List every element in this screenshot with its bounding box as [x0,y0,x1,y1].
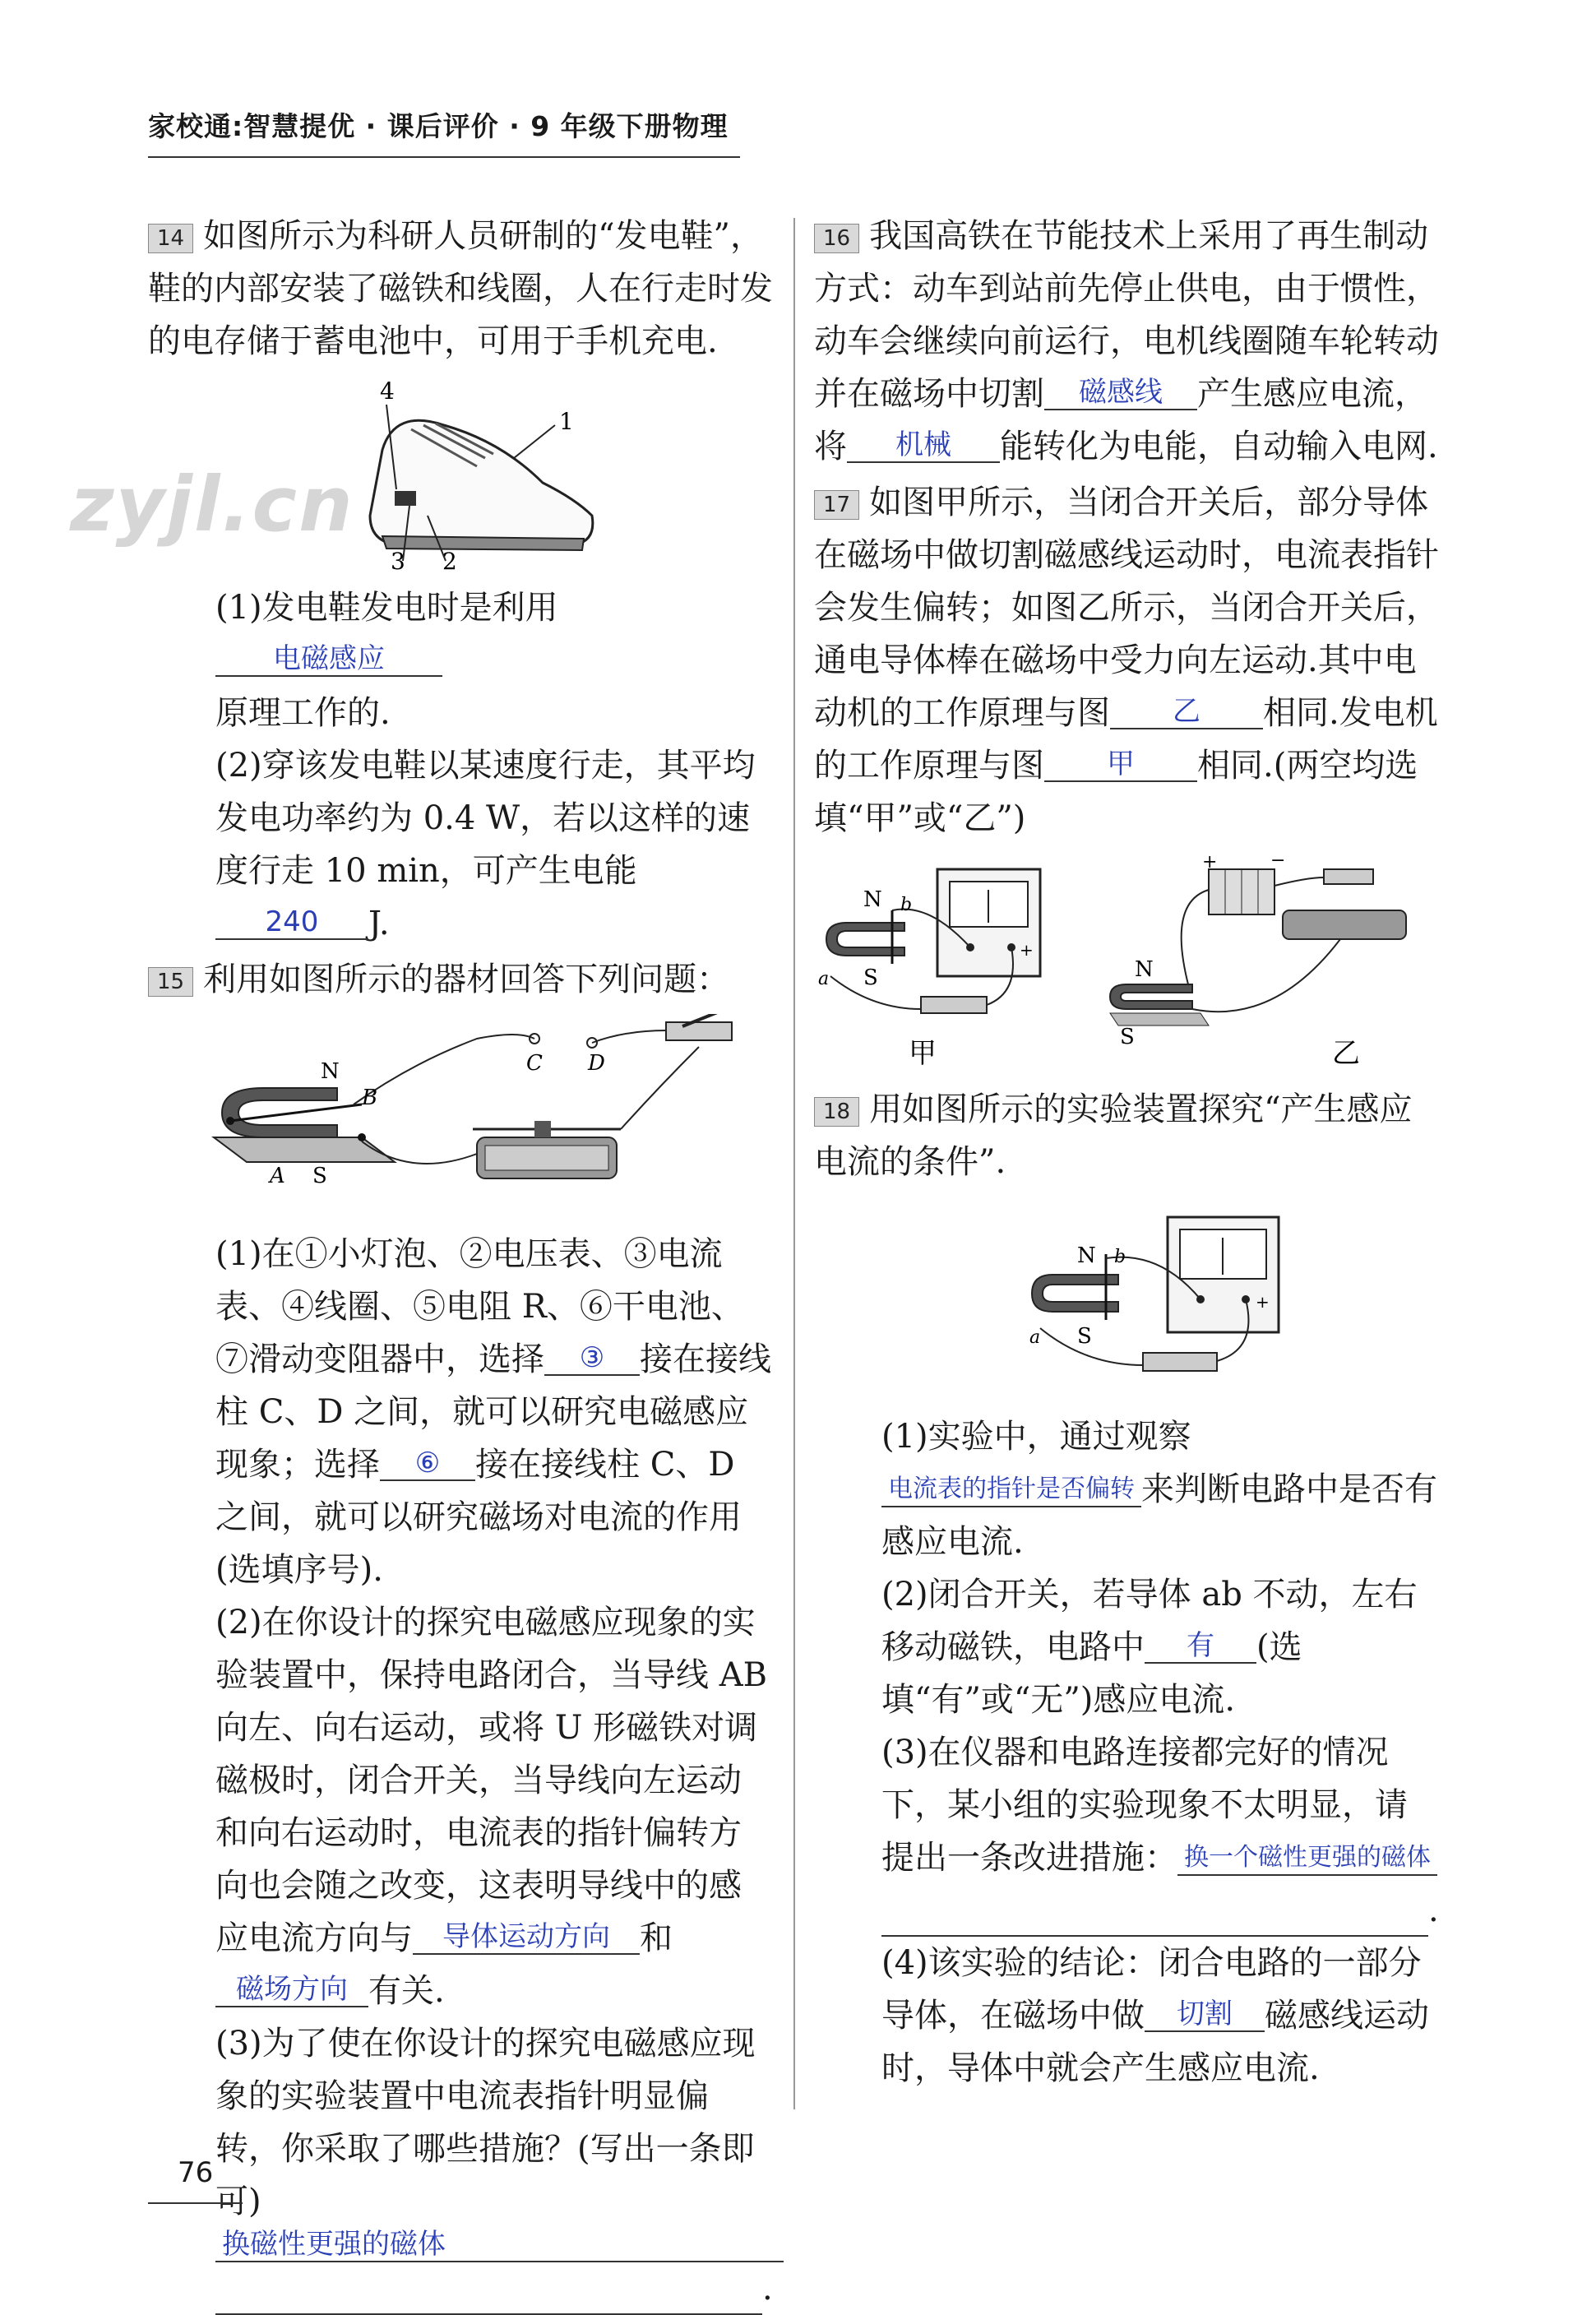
q15-p2-end: 有关. [368,1972,445,2010]
q14-p1-text: (1)发电鞋发电时是利用 [215,589,558,627]
q15-answer-4: 磁场方向 [215,1973,368,2007]
yi-label-S: S [1120,1025,1135,1049]
q18-p3-text: (3)在仪器和电路连接都完好的情况下，某小组的实验现象不太明显，请提出一条改进措施： [881,1734,1408,1877]
q17-diagram [814,853,1439,1075]
q18-p4-end: 磁感线运动时，导体中就会产生感应电流. [881,1997,1429,2087]
q18-p4-text: (4)该实验的结论：闭合电路的一部分导体，在磁场中做 [881,1944,1422,2035]
question-number: 16 [814,224,859,253]
q18-label-b: b [1114,1247,1126,1267]
q18-end-dot: . [1428,1891,1439,1929]
question-15 [148,953,773,2315]
q15-p1-end: 接在接线柱 C、D 之间，就可以研究磁场对电流的作用(选填序号). [215,1446,742,1589]
column-divider [793,218,795,2109]
jia-label-b: b [900,895,913,915]
question-stem: 如图所示为科研人员研制的“发电鞋”，鞋的内部安装了磁铁和线圈，人在行走时发的电存储于蓄电池中，可用于手机充电. [148,217,773,360]
q18-p1-text: (1)实验中，通过观察 [881,1418,1191,1456]
q18-p2-text: (2)闭合开关，若导体 ab 不动，左右移动磁铁，电路中 [881,1576,1418,1666]
q18-label-S: S [1077,1324,1092,1349]
q17-answer-1: 乙 [1110,695,1263,729]
yi-label-minus: − [1270,853,1286,871]
question-16 [814,210,1439,473]
q15-p3-text: (3)为了使在你设计的探究电磁感应现象的实验装置中电流表指针明显偏转，你采取了哪些措施？(写出一条即可) [215,2025,756,2220]
left-column [148,210,773,2315]
q16-text: 我国高铁在节能技术上采用了再生制动方式：动车到站前先停止供电，由于惯性，动车会继续向前运行，电机线圈随车轮转动并在磁场中切割 [814,217,1439,413]
q15-end-dot: . [762,2270,773,2308]
q15-answer-1: ③ [544,1341,640,1376]
q16-answer-1: 磁感线 [1044,376,1197,410]
q17-mid: 相同.发电机的工作原理与图 [814,694,1438,785]
yi-label-N: N [1135,957,1154,982]
q18-answer-4: 切割 [1145,1998,1265,2032]
question-stem: 利用如图所示的器材回答下列问题： [203,961,730,998]
q14-answer-2: 240 [215,905,368,940]
question-number: 14 [148,224,193,253]
watermark: zyjl.cn [70,461,354,549]
jia-label-plus: + [1020,940,1034,960]
question-17 [814,476,1439,1075]
label-C: C [526,1051,543,1076]
question-stem: 用如图所示的实验装置探究“产生感应电流的条件”. [814,1090,1413,1181]
q17-end: 相同.(两空均选填“甲”或“乙”) [814,747,1418,837]
label-N: N [321,1059,340,1084]
q18-p1-end: 来判断电路中是否有感应电流. [881,1470,1437,1561]
shoe-label-3: 3 [391,548,405,573]
question-number: 18 [814,1097,859,1127]
q18-blank-line [814,1884,1439,1937]
shoe-label-2: 2 [442,548,457,573]
q15-p2-mid: 和 [640,1919,673,1957]
q16-end: 能转化为电能，自动输入电网. [1000,428,1438,465]
q18-answer-3: 换一个磁性更强的磁体 [1177,1841,1437,1876]
q18-p2-end: (选填“有”或“无”)感应电流. [881,1628,1302,1719]
figure-yi-caption: 乙 [1332,1037,1360,1070]
jia-label-N: N [863,887,882,912]
question-number: 17 [814,490,859,520]
shoe-figure [148,376,773,573]
header-rule [148,156,740,158]
magnet-block [395,491,416,506]
question-14 [148,210,773,950]
q15-answer-5: 换磁性更强的磁体 [215,2228,784,2262]
q14-p1-end: 原理工作的. [215,694,391,732]
page-header: 家校通:智慧提优 · 课后评价 · 9 年级下册物理 [148,110,729,142]
q17-text: 如图甲所示，当闭合开关后，部分导体在磁场中做切割磁感线运动时，电流表指针会发生偏转；如图乙所示，当闭合开关后，通电导体棒在磁场中受力向左运动.其中电动机的工作原理与图 [814,484,1439,732]
q14-p2-end: J. [368,905,390,942]
right-column [814,210,1439,2095]
q16-answer-2: 机械 [847,428,1000,463]
q15-p1-mid: 接在接线柱 C、D 之间，就可以研究电磁感应现象；选择 [215,1340,771,1484]
q18-diagram [814,1197,1439,1402]
page-number: 76 [178,2156,214,2189]
label-D: D [588,1051,605,1076]
q15-p2-text: (2)在你设计的探究电磁感应现象的实验装置中，保持电路闭合，当导线 AB 向左、向右运动，或将 U 形磁铁对调磁极时，闭合开关，当导线向左运动和向右运动时，电流表的指针偏转方向也会随之改变，这表明导线中的感应电流方向与 [215,1604,767,1957]
shoe-diagram [148,376,773,573]
jia-label-a: a [818,969,830,989]
jia-label-S: S [863,965,878,990]
yi-label-plus: + [1202,853,1218,873]
q17-figures [814,853,1439,1075]
q18-answer-1: 电流表的指针是否偏转 [881,1473,1141,1507]
label-A: A [270,1164,285,1188]
q18-answer-2: 有 [1145,1629,1256,1664]
q18-label-plus: + [1256,1292,1270,1312]
apparatus-diagram [148,1014,773,1220]
shoe-label-4: 4 [380,377,395,405]
figure-jia-caption: 甲 [909,1037,937,1070]
q15-blank-line [148,2262,773,2315]
question-number: 15 [148,967,193,997]
page-number-rule [148,2202,243,2204]
q18-figure [814,1197,1439,1402]
q14-answer-1: 电磁感应 [215,642,442,677]
apparatus-figure [148,1014,773,1220]
q14-p2-text: (2)穿该发电鞋以某速度行走，其平均发电功率约为 0.4 W，若以这样的速度行走 10 min，可产生电能 [215,747,756,890]
q16-mid: 产生感应电流，将 [814,375,1427,465]
q15-answer-2: ⑥ [380,1447,475,1481]
label-B: B [362,1086,378,1110]
q15-answer-3: 导体运动方向 [413,1920,640,1955]
q17-answer-2: 甲 [1044,748,1197,782]
q18-label-N: N [1077,1243,1096,1268]
q15-p1-text: (1)在①小灯泡、②电压表、③电流表、④线圈、⑤电阻 R、⑥干电池、⑦滑动变阻器中，选择 [215,1235,744,1378]
question-18 [814,1083,1439,2095]
shoe-label-1: 1 [559,408,574,435]
q18-label-a: a [1029,1327,1041,1348]
label-S: S [312,1164,327,1188]
